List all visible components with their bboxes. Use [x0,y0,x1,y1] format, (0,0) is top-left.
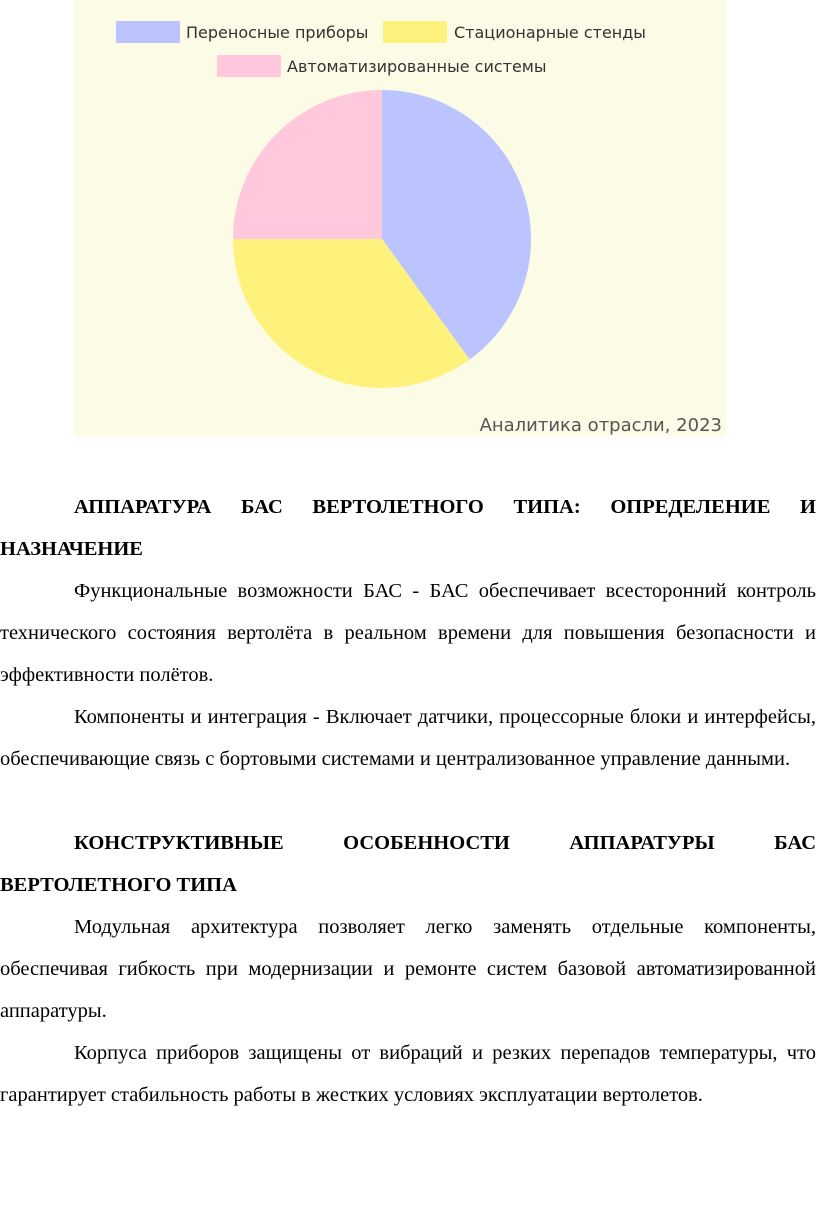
legend-label-automated: Автоматизированные системы [287,57,547,76]
section-heading-definition: АППАРАТУРА БАС ВЕРТОЛЕТНОГО ТИПА: ОПРЕДЕЛЕНИЕ И НАЗНАЧЕНИЕ [0,496,816,560]
chart-source-note: Аналитика отрасли, 2023 [479,415,722,436]
legend-swatch-automated [217,55,281,77]
section-spacer [0,780,816,822]
paragraph-components-integration: Компоненты и интеграция - Включает датчики, процессорные блоки и интерфейсы, обеспечивающие связь с бортовыми системами и централизованное управление данными. [0,706,816,770]
document-body [0,486,816,1116]
pie-slice-automated [233,90,382,239]
legend-label-stationary: Стационарные стенды [454,23,646,42]
pie-slices [233,90,531,388]
pie-chart [74,0,726,436]
paragraph-vibration-protection: Корпуса приборов защищены от вибраций и резких перепадов температуры, что гарантирует стабильность работы в жестких условиях эксплуатации вертолетов. [0,1042,816,1106]
legend-swatch-portable [116,21,180,43]
chart-legend [116,21,646,77]
section-heading-design-features: КОНСТРУКТИВНЫЕ ОСОБЕННОСТИ АППАРАТУРЫ БАС ВЕРТОЛЕТНОГО ТИПА [0,832,816,896]
pie-chart-panel [74,0,726,436]
legend-label-portable: Переносные приборы [186,23,369,42]
legend-swatch-stationary [383,21,447,43]
paragraph-functional-capabilities: Функциональные возможности БАС - БАС обеспечивает всесторонний контроль технического состояния вертолёта в реальном времени для повышения безопасности и эффективности полётов. [0,580,816,686]
paragraph-modular-architecture: Модульная архитектура позволяет легко заменять отдельные компоненты, обеспечивая гибкость при модернизации и ремонте систем базовой автоматизированной аппаратуры. [0,916,816,1022]
